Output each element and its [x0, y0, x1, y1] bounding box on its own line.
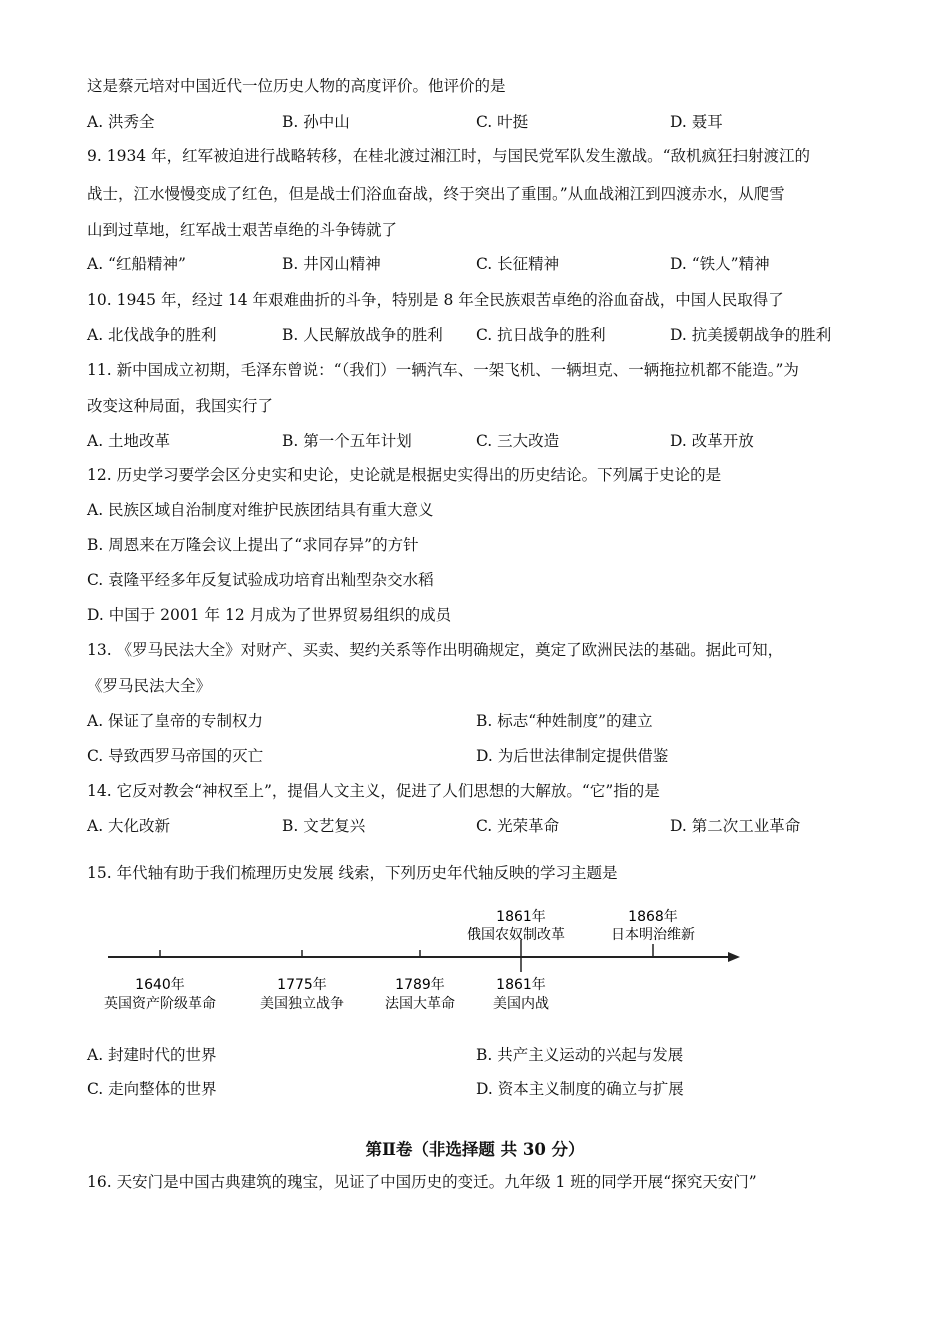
q15-option-a: A. 封建时代的世界	[87, 1046, 217, 1064]
q9-stem-line-1: 9. 1934 年，红军被迫进行战略转移，在桂北渡过湘江时，与国民党军队发生激战。“敌机疯狂扫射渡江的	[87, 147, 811, 165]
q15-timeline	[0, 900, 950, 1020]
timeline-below-year-4: 1861年	[496, 977, 546, 993]
q14-option-a: A. 大化改新	[87, 817, 171, 835]
timeline-arrow-icon	[728, 952, 740, 962]
q8-stem: 这是蔡元培对中国近代一位历史人物的高度评价。他评价的是	[87, 77, 506, 95]
q14-option-d: D. 第二次工业革命	[670, 817, 801, 835]
q11-stem-line-2: 改变这种局面，我国实行了	[87, 397, 274, 415]
q13-option-b: B. 标志“种姓制度”的建立	[476, 712, 653, 730]
q12-option-c: C. 袁隆平经多年反复试验成功培育出籼型杂交水稻	[87, 571, 434, 589]
q14-option-b: B. 文艺复兴	[282, 817, 366, 835]
q12-option-a: A. 民族区域自治制度对维护民族团结具有重大意义	[87, 501, 434, 519]
q11-stem-line-1: 11. 新中国成立初期，毛泽东曾说：“（我们）一辆汽车、一架飞机、一辆坦克、一辆拖拉机都不能造。”为	[87, 361, 799, 379]
timeline-above-year-1: 1861年	[496, 909, 546, 925]
q15-stem: 15. 年代轴有助于我们梳理历史发展 线索，下列历史年代轴反映的学习主题是	[87, 864, 618, 882]
q12-stem: 12. 历史学习要学会区分史实和史论，史论就是根据史实得出的历史结论。下列属于史论的是	[87, 466, 722, 484]
timeline-above-event-2: 日本明治维新	[611, 927, 695, 943]
timeline-below-year-2: 1775年	[277, 977, 327, 993]
q11-option-b: B. 第一个五年计划	[282, 432, 412, 450]
q8-option-a: A. 洪秀全	[87, 113, 155, 131]
q13-stem-line-1: 13. 《罗马民法大全》对财产、买卖、契约关系等作出明确规定，奠定了欧洲民法的基础。据此可知，	[87, 641, 784, 659]
q15-option-d: D. 资本主义制度的确立与扩展	[476, 1080, 684, 1098]
q13-option-d: D. 为后世法律制定提供借鉴	[476, 747, 669, 765]
timeline-below-event-3: 法国大革命	[385, 996, 455, 1012]
q9-option-b: B. 井冈山精神	[282, 255, 381, 273]
timeline-below-event-1: 英国资产阶级革命	[104, 996, 216, 1012]
q11-option-a: A. 土地改革	[87, 432, 171, 450]
q15-option-b: B. 共产主义运动的兴起与发展	[476, 1046, 684, 1064]
timeline-below-event-4: 美国内战	[493, 996, 549, 1012]
timeline-below-year-1: 1640年	[135, 977, 185, 993]
timeline-below-event-2: 美国独立战争	[260, 996, 344, 1012]
q8-option-b: B. 孙中山	[282, 113, 350, 131]
q15-option-c: C. 走向整体的世界	[87, 1080, 217, 1098]
timeline-above-year-2: 1868年	[628, 909, 678, 925]
q8-option-c: C. 叶挺	[476, 113, 529, 131]
q10-stem: 10. 1945 年，经过 14 年艰难曲折的斗争，特别是 8 年全民族艰苦卓绝的浴血奋战，中国人民取得了	[87, 291, 784, 309]
q10-option-d: D. 抗美援朝战争的胜利	[670, 326, 832, 344]
section-2-title: 第Ⅱ卷（非选择题 共 30 分）	[365, 1140, 585, 1159]
q9-option-d: D. “铁人”精神	[670, 255, 770, 273]
q11-option-c: C. 三大改造	[476, 432, 560, 450]
q10-option-c: C. 抗日战争的胜利	[476, 326, 606, 344]
q11-option-d: D. 改革开放	[670, 432, 754, 450]
q13-option-a: A. 保证了皇帝的专制权力	[87, 712, 264, 730]
timeline-above-event-1: 俄国农奴制改革	[467, 927, 565, 943]
q14-option-c: C. 光荣革命	[476, 817, 560, 835]
q10-option-a: A. 北伐战争的胜利	[87, 326, 217, 344]
q12-option-d: D. 中国于 2001 年 12 月成为了世界贸易组织的成员	[87, 606, 452, 624]
q10-option-b: B. 人民解放战争的胜利	[282, 326, 443, 344]
q14-stem: 14. 它反对教会“神权至上”，提倡人文主义，促进了人们思想的大解放。“它”指的是	[87, 782, 660, 800]
q12-option-b: B. 周恩来在万隆会议上提出了“求同存异”的方针	[87, 536, 419, 554]
timeline-below-year-3: 1789年	[395, 977, 445, 993]
q8-option-d: D. 聂耳	[670, 113, 723, 131]
q13-stem-line-2: 《罗马民法大全》	[87, 677, 212, 695]
q9-option-c: C. 长征精神	[476, 255, 560, 273]
q13-option-c: C. 导致西罗马帝国的灭亡	[87, 747, 264, 765]
q9-stem-line-3: 山到过草地，红军战士艰苦卓绝的斗争铸就了	[87, 221, 398, 239]
q9-option-a: A. “红船精神”	[87, 255, 186, 273]
q16-stem: 16. 天安门是中国古典建筑的瑰宝，见证了中国历史的变迁。九年级 1 班的同学开展“探究天安门”	[87, 1173, 757, 1191]
q9-stem-line-2: 战士，江水慢慢变成了红色，但是战士们浴血奋战，终于突出了重围。”从血战湘江到四渡赤水，从爬雪	[87, 185, 785, 203]
